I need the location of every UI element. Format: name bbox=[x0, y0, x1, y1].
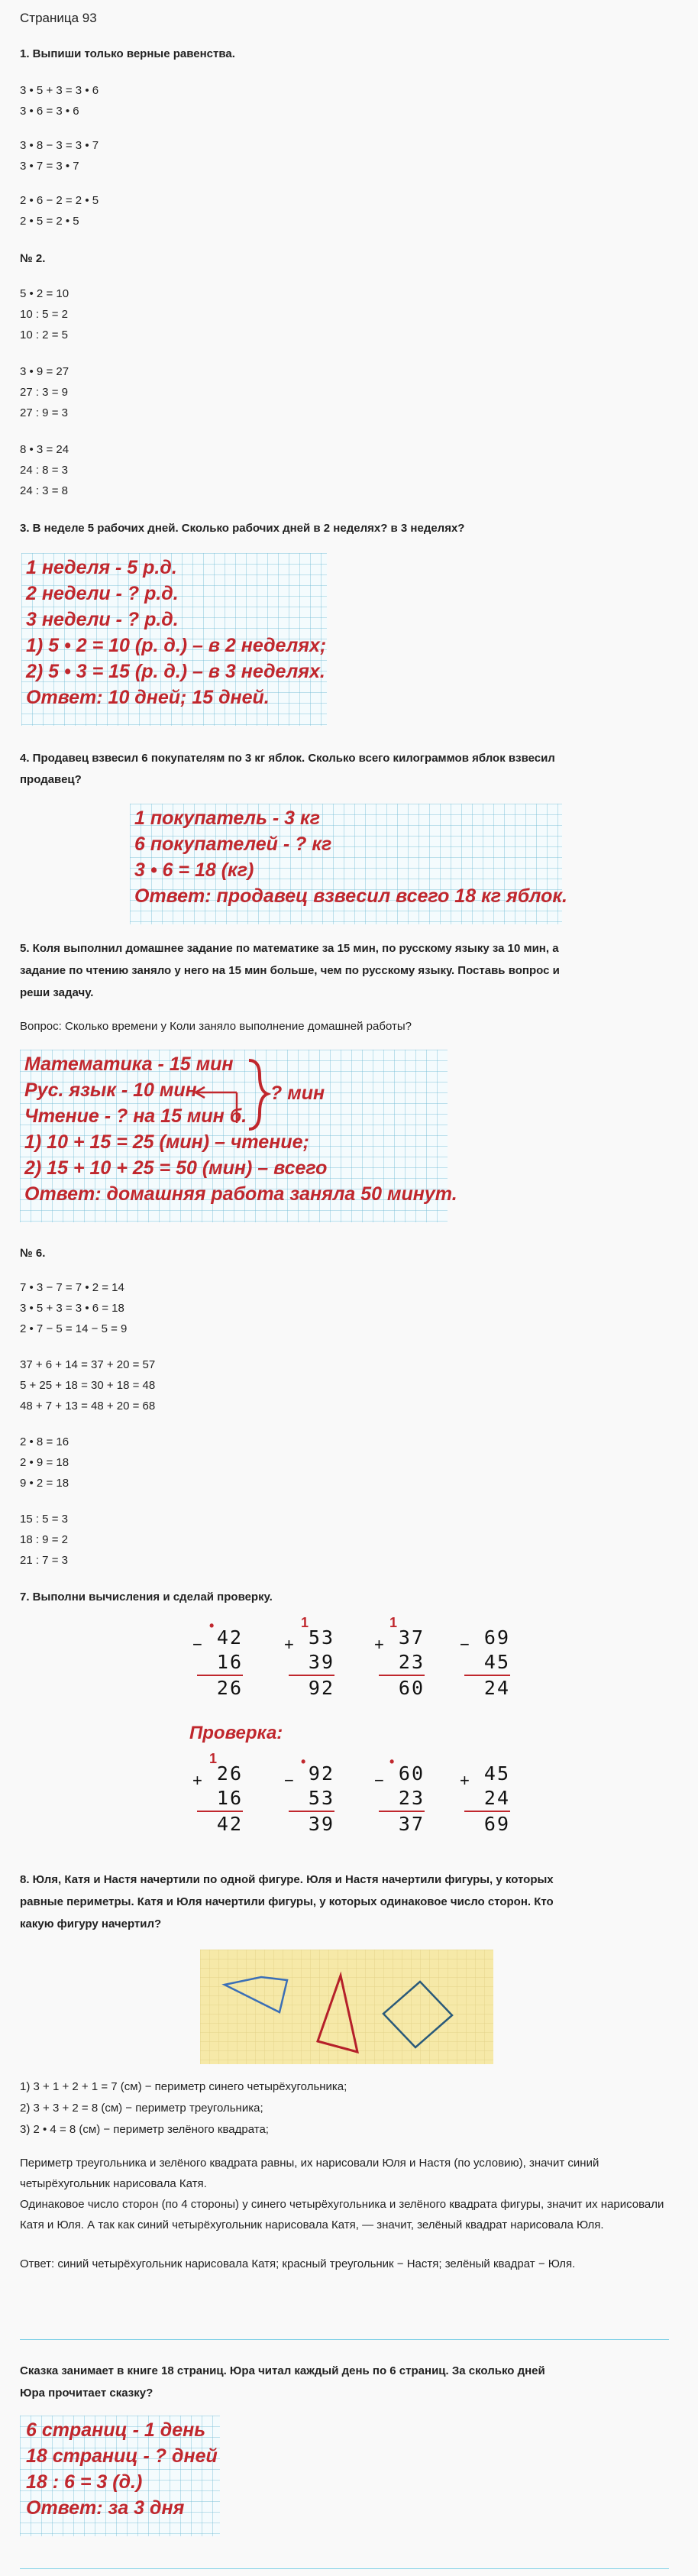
task8-calc: 1) 3 + 1 + 2 + 1 = 7 (см) − периметр синего четырёхугольника; bbox=[20, 2080, 347, 2093]
operator-sign: − bbox=[460, 1635, 470, 1654]
section-divider bbox=[20, 2339, 669, 2340]
task2-line: 5 • 2 = 10 bbox=[20, 287, 69, 300]
task6-line: 5 + 25 + 18 = 30 + 18 = 48 bbox=[20, 1379, 156, 1392]
task4-title: 4. Продавец взвесил 6 покупателям по 3 кг яблок. Сколько всего килограммов яблок взвесил bbox=[20, 752, 555, 765]
task1-title: 1. Выпиши только верные равенства. bbox=[20, 47, 235, 60]
task6-line: 2 • 8 = 16 bbox=[20, 1435, 69, 1448]
task6-line: 3 • 5 + 3 = 3 • 6 = 18 bbox=[20, 1302, 124, 1315]
column-calc: 53 39 92 bbox=[286, 1626, 334, 1701]
task8-paragraph: Одинаковое число сторон (по 4 стороны) у синего четырёхугольника и зелёного квадрата фигуры, значит их нарисовали Катя и Юля. А так как синий четырёхугольник нарисовала Катя, — значит, зелёный квадрат нарисовала Юля. bbox=[20, 2198, 664, 2231]
borrow-dot: • bbox=[301, 1754, 306, 1769]
task8-calc: 3) 2 • 4 = 8 (см) − периметр зелёного квадрата; bbox=[20, 2123, 269, 2136]
task3-title: 3. В неделе 5 рабочих дней. Сколько рабочих дней в 2 неделях? в 3 неделях? bbox=[20, 522, 465, 535]
column-calc: 92 53 39 bbox=[286, 1762, 334, 1837]
task2-line: 10 : 5 = 2 bbox=[20, 308, 68, 321]
task5-handwriting: Математика - 15 мин Рус. язык - 10 мин Чтение - ? на 15 мин б. 1) 10 + 15 = 25 (мин) – чтение; 2) 15 + 10 + 25 = 50 (мин) – всего Ответ: домашняя работа заняла 50 минут. bbox=[24, 1053, 457, 1205]
task8-paragraph: Периметр треугольника и зелёного квадрата равны, их нарисовали Юля и Настя (по условию), значит синий четырёхугольник нарисовала Катя. bbox=[20, 2157, 599, 2190]
column-calc: 69 45 24 bbox=[461, 1626, 510, 1701]
task5-title-cont: реши задачу. bbox=[20, 986, 94, 999]
task8-answer: Ответ: синий четырёхугольник нарисовала Катя; красный треугольник − Настя; зелёный квадрат − Юля. bbox=[20, 2257, 576, 2270]
task6-line: 21 : 7 = 3 bbox=[20, 1554, 68, 1567]
task6-line: 48 + 7 + 13 = 48 + 20 = 68 bbox=[20, 1400, 156, 1413]
brace-arrow-icon bbox=[191, 1057, 283, 1141]
task2-line: 27 : 9 = 3 bbox=[20, 406, 68, 419]
task1-line: 2 • 5 = 2 • 5 bbox=[20, 215, 79, 228]
column-calc: 26 16 42 bbox=[194, 1762, 243, 1837]
task6-line: 18 : 9 = 2 bbox=[20, 1533, 68, 1546]
task5-title-cont: задание по чтению заняло у него на 15 мин больше, чем по русскому языку. Поставь вопрос и bbox=[20, 964, 560, 977]
task9-title-cont: Юра прочитает сказку? bbox=[20, 2387, 153, 2400]
section-divider bbox=[20, 2568, 669, 2569]
task7-title: 7. Выполни вычисления и сделай проверку. bbox=[20, 1591, 273, 1604]
task8-title-cont: равные периметры. Катя и Юля начертили фигуры, у которых одинаковое число сторон. Кто bbox=[20, 1895, 554, 1908]
task6-line: 2 • 7 − 5 = 14 − 5 = 9 bbox=[20, 1322, 128, 1335]
operator-sign: + bbox=[460, 1771, 470, 1790]
task2-title: № 2. bbox=[20, 252, 46, 265]
check-label: Проверка: bbox=[189, 1723, 283, 1743]
column-calc: 45 24 69 bbox=[461, 1762, 510, 1837]
task5-title: 5. Коля выполнил домашнее задание по математике за 15 мин, по русскому языку за 10 мин, а bbox=[20, 942, 559, 955]
task6-line: 7 • 3 − 7 = 7 • 2 = 14 bbox=[20, 1281, 124, 1294]
carry-digit: 1 bbox=[209, 1751, 218, 1766]
task2-line: 3 • 9 = 27 bbox=[20, 365, 69, 378]
task4-handwriting: 1 покупатель - 3 кг 6 покупателей - ? кг 3 • 6 = 18 (кг) Ответ: продавец взвесил всего 18 кг яблок. bbox=[134, 807, 568, 907]
task8-title: 8. Юля, Катя и Настя начертили по одной фигуре. Юля и Настя начертили фигуры, у которых bbox=[20, 1873, 554, 1886]
task8-title-cont: какую фигуру начертил? bbox=[20, 1917, 162, 1930]
figures-drawing bbox=[200, 1950, 493, 2064]
operator-sign: − bbox=[284, 1771, 294, 1790]
column-calc: 42 16 26 bbox=[194, 1626, 243, 1701]
task6-line: 2 • 9 = 18 bbox=[20, 1456, 69, 1469]
column-calc: 37 23 60 bbox=[376, 1626, 425, 1701]
task5-question: Вопрос: Сколько времени у Коли заняло выполнение домашней работы? bbox=[20, 1020, 412, 1033]
task6-title: № 6. bbox=[20, 1247, 46, 1260]
task2-line: 27 : 3 = 9 bbox=[20, 386, 68, 399]
task6-line: 15 : 5 = 3 bbox=[20, 1513, 68, 1526]
carry-digit: 1 bbox=[389, 1615, 398, 1630]
task2-line: 8 • 3 = 24 bbox=[20, 443, 69, 456]
task1-line: 2 • 6 − 2 = 2 • 5 bbox=[20, 194, 99, 207]
operator-sign: − bbox=[192, 1635, 202, 1654]
task4-title-cont: продавец? bbox=[20, 773, 82, 786]
operator-sign: + bbox=[192, 1771, 202, 1790]
operator-sign: + bbox=[374, 1635, 384, 1654]
task9-handwriting: 6 страниц - 1 день 18 страниц - ? дней 18 : 6 = 3 (д.) Ответ: за 3 дня bbox=[26, 2419, 218, 2519]
operator-sign: − bbox=[374, 1771, 384, 1790]
column-calc: 60 23 37 bbox=[376, 1762, 425, 1837]
borrow-dot: • bbox=[389, 1754, 395, 1769]
task6-line: 37 + 6 + 14 = 37 + 20 = 57 bbox=[20, 1358, 156, 1371]
task1-line: 3 • 7 = 3 • 7 bbox=[20, 160, 79, 173]
task6-line: 9 • 2 = 18 bbox=[20, 1477, 69, 1490]
task2-line: 24 : 3 = 8 bbox=[20, 484, 68, 497]
operator-sign: + bbox=[284, 1635, 294, 1654]
task2-line: 24 : 8 = 3 bbox=[20, 464, 68, 477]
task9-title: Сказка занимает в книге 18 страниц. Юра читал каждый день по 6 страниц. За сколько дней bbox=[20, 2364, 545, 2377]
brace-label: ? мин bbox=[270, 1083, 325, 1104]
task1-line: 3 • 6 = 3 • 6 bbox=[20, 105, 79, 118]
task8-calc: 2) 3 + 3 + 2 = 8 (см) − периметр треугольника; bbox=[20, 2102, 263, 2115]
carry-digit: 1 bbox=[301, 1615, 309, 1630]
task2-line: 10 : 2 = 5 bbox=[20, 328, 68, 341]
page-title: Страница 93 bbox=[20, 11, 97, 25]
task3-handwriting: 1 неделя - 5 р.д. 2 недели - ? р.д. 3 недели - ? р.д. 1) 5 • 2 = 10 (р. д.) – в 2 неделях; 2) 5 • 3 = 15 (р. д.) – в 3 неделях. Ответ: 10 дней; 15 дней. bbox=[26, 557, 327, 708]
task1-line: 3 • 8 − 3 = 3 • 7 bbox=[20, 139, 99, 152]
borrow-dot: • bbox=[209, 1618, 215, 1633]
task1-line: 3 • 5 + 3 = 3 • 6 bbox=[20, 84, 99, 97]
